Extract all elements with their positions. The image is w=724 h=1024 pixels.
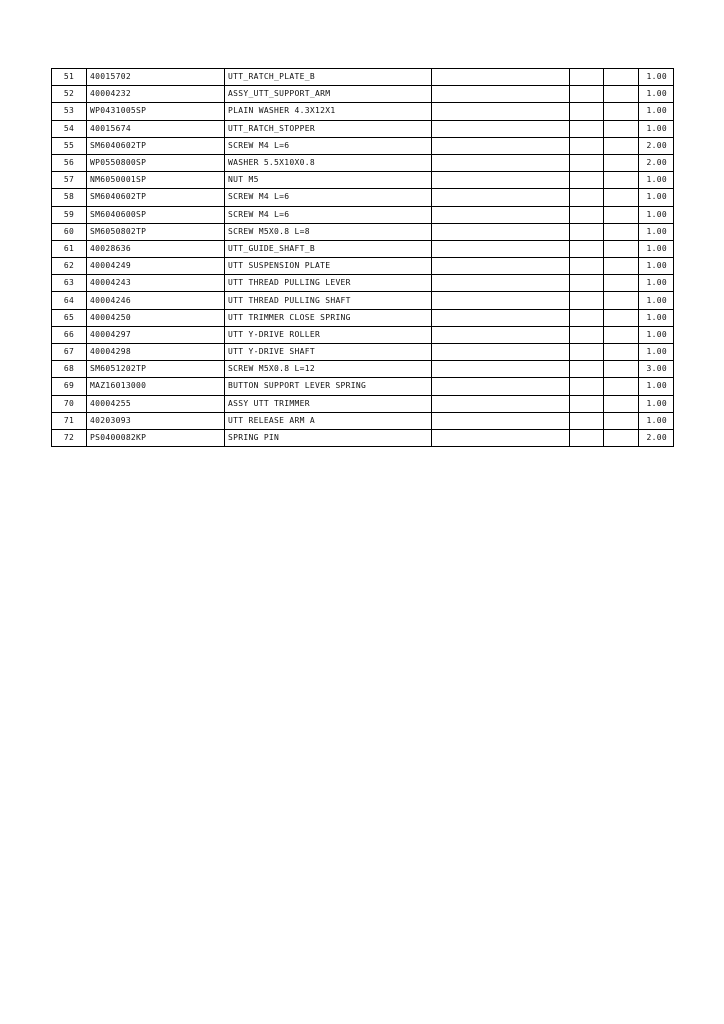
part-number-cell: 40004249: [87, 258, 225, 275]
empty-cell: [570, 429, 604, 446]
item-number-cell: 54: [52, 120, 87, 137]
description-cell: SCREW M4 L=6: [225, 206, 432, 223]
description-cell: BUTTON SUPPORT LEVER SPRING: [225, 378, 432, 395]
item-number-cell: 65: [52, 309, 87, 326]
item-number-cell: 60: [52, 223, 87, 240]
table-row: [52, 292, 674, 309]
item-number-cell: 67: [52, 344, 87, 361]
empty-cell: [570, 378, 604, 395]
empty-cell: [432, 189, 570, 206]
empty-cell: [570, 395, 604, 412]
empty-cell: [432, 395, 570, 412]
empty-cell: [432, 69, 570, 86]
item-number-cell: 55: [52, 137, 87, 154]
empty-cell: [570, 412, 604, 429]
description-cell: UTT SUSPENSION PLATE: [225, 258, 432, 275]
item-number-cell: 63: [52, 275, 87, 292]
description-cell: UTT THREAD PULLING SHAFT: [225, 292, 432, 309]
empty-cell: [604, 120, 639, 137]
empty-cell: [432, 240, 570, 257]
empty-cell: [604, 275, 639, 292]
table-row: [52, 395, 674, 412]
description-cell: SCREW M4 L=6: [225, 189, 432, 206]
quantity-cell: 1.00: [639, 258, 674, 275]
description-cell: SCREW M5X0.8 L=8: [225, 223, 432, 240]
empty-cell: [570, 258, 604, 275]
empty-cell: [604, 154, 639, 171]
item-number-cell: 61: [52, 240, 87, 257]
table-row: [52, 344, 674, 361]
quantity-cell: 1.00: [639, 309, 674, 326]
empty-cell: [604, 344, 639, 361]
description-cell: ASSY_UTT_SUPPORT_ARM: [225, 86, 432, 103]
empty-cell: [604, 103, 639, 120]
quantity-cell: 2.00: [639, 429, 674, 446]
empty-cell: [604, 86, 639, 103]
empty-cell: [432, 120, 570, 137]
empty-cell: [432, 429, 570, 446]
part-number-cell: 40004297: [87, 326, 225, 343]
description-cell: SCREW M4 L=6: [225, 137, 432, 154]
table-row: [52, 172, 674, 189]
empty-cell: [604, 240, 639, 257]
empty-cell: [432, 361, 570, 378]
table-row: [52, 69, 674, 86]
item-number-cell: 66: [52, 326, 87, 343]
table-row: [52, 361, 674, 378]
empty-cell: [570, 206, 604, 223]
parts-table-body: [52, 69, 674, 447]
quantity-cell: 1.00: [639, 378, 674, 395]
empty-cell: [432, 103, 570, 120]
part-number-cell: WP0550800SP: [87, 154, 225, 171]
empty-cell: [432, 378, 570, 395]
part-number-cell: 40028636: [87, 240, 225, 257]
table-row: [52, 86, 674, 103]
item-number-cell: 69: [52, 378, 87, 395]
part-number-cell: SM6040602TP: [87, 137, 225, 154]
empty-cell: [604, 378, 639, 395]
empty-cell: [570, 223, 604, 240]
parts-list-table: [51, 68, 674, 447]
empty-cell: [604, 361, 639, 378]
table-row: [52, 309, 674, 326]
empty-cell: [570, 154, 604, 171]
empty-cell: [570, 309, 604, 326]
empty-cell: [570, 103, 604, 120]
description-cell: UTT Y-DRIVE ROLLER: [225, 326, 432, 343]
empty-cell: [570, 86, 604, 103]
quantity-cell: 3.00: [639, 361, 674, 378]
empty-cell: [570, 240, 604, 257]
empty-cell: [570, 344, 604, 361]
empty-cell: [604, 412, 639, 429]
empty-cell: [432, 172, 570, 189]
quantity-cell: 1.00: [639, 120, 674, 137]
empty-cell: [432, 412, 570, 429]
description-cell: SPRING PIN: [225, 429, 432, 446]
empty-cell: [432, 344, 570, 361]
empty-cell: [570, 292, 604, 309]
part-number-cell: SM6050802TP: [87, 223, 225, 240]
part-number-cell: 40015702: [87, 69, 225, 86]
description-cell: SCREW M5X0.8 L=12: [225, 361, 432, 378]
quantity-cell: 1.00: [639, 326, 674, 343]
part-number-cell: 40004232: [87, 86, 225, 103]
empty-cell: [604, 326, 639, 343]
quantity-cell: 1.00: [639, 344, 674, 361]
empty-cell: [604, 137, 639, 154]
item-number-cell: 53: [52, 103, 87, 120]
description-cell: PLAIN WASHER 4.3X12X1: [225, 103, 432, 120]
part-number-cell: SM6040602TP: [87, 189, 225, 206]
empty-cell: [604, 292, 639, 309]
description-cell: WASHER 5.5X10X0.8: [225, 154, 432, 171]
item-number-cell: 70: [52, 395, 87, 412]
item-number-cell: 71: [52, 412, 87, 429]
quantity-cell: 1.00: [639, 395, 674, 412]
item-number-cell: 52: [52, 86, 87, 103]
empty-cell: [570, 69, 604, 86]
part-number-cell: SM6040600SP: [87, 206, 225, 223]
part-number-cell: NM6050001SP: [87, 172, 225, 189]
part-number-cell: 40015674: [87, 120, 225, 137]
empty-cell: [604, 189, 639, 206]
item-number-cell: 51: [52, 69, 87, 86]
empty-cell: [570, 189, 604, 206]
part-number-cell: 40004298: [87, 344, 225, 361]
quantity-cell: 1.00: [639, 172, 674, 189]
part-number-cell: 40004243: [87, 275, 225, 292]
quantity-cell: 1.00: [639, 206, 674, 223]
empty-cell: [432, 309, 570, 326]
empty-cell: [604, 206, 639, 223]
description-cell: UTT Y-DRIVE SHAFT: [225, 344, 432, 361]
empty-cell: [570, 120, 604, 137]
empty-cell: [570, 137, 604, 154]
empty-cell: [604, 429, 639, 446]
part-number-cell: 40004250: [87, 309, 225, 326]
empty-cell: [604, 258, 639, 275]
table-row: [52, 189, 674, 206]
empty-cell: [570, 361, 604, 378]
table-row: [52, 240, 674, 257]
part-number-cell: PS0400082KP: [87, 429, 225, 446]
item-number-cell: 64: [52, 292, 87, 309]
item-number-cell: 59: [52, 206, 87, 223]
description-cell: UTT_RATCH_STOPPER: [225, 120, 432, 137]
table-row: [52, 154, 674, 171]
table-row: [52, 378, 674, 395]
quantity-cell: 1.00: [639, 69, 674, 86]
item-number-cell: 58: [52, 189, 87, 206]
table-row: [52, 137, 674, 154]
empty-cell: [432, 137, 570, 154]
table-row: [52, 223, 674, 240]
table-row: [52, 103, 674, 120]
table-row: [52, 429, 674, 446]
item-number-cell: 72: [52, 429, 87, 446]
table-row: [52, 275, 674, 292]
quantity-cell: 1.00: [639, 189, 674, 206]
table-row: [52, 258, 674, 275]
empty-cell: [432, 223, 570, 240]
quantity-cell: 1.00: [639, 292, 674, 309]
quantity-cell: 1.00: [639, 240, 674, 257]
description-cell: UTT RELEASE ARM A: [225, 412, 432, 429]
quantity-cell: 1.00: [639, 86, 674, 103]
item-number-cell: 68: [52, 361, 87, 378]
empty-cell: [604, 172, 639, 189]
part-number-cell: SM6051202TP: [87, 361, 225, 378]
item-number-cell: 57: [52, 172, 87, 189]
quantity-cell: 2.00: [639, 154, 674, 171]
part-number-cell: 40203093: [87, 412, 225, 429]
empty-cell: [570, 275, 604, 292]
description-cell: UTT TRIMMER CLOSE SPRING: [225, 309, 432, 326]
table-row: [52, 120, 674, 137]
description-cell: NUT M5: [225, 172, 432, 189]
empty-cell: [570, 326, 604, 343]
item-number-cell: 56: [52, 154, 87, 171]
description-cell: UTT_RATCH_PLATE_B: [225, 69, 432, 86]
empty-cell: [432, 275, 570, 292]
table-row: [52, 412, 674, 429]
empty-cell: [432, 206, 570, 223]
table-row: [52, 326, 674, 343]
part-number-cell: MAZ16013000: [87, 378, 225, 395]
empty-cell: [570, 172, 604, 189]
empty-cell: [432, 292, 570, 309]
empty-cell: [604, 395, 639, 412]
part-number-cell: WP0431005SP: [87, 103, 225, 120]
quantity-cell: 1.00: [639, 103, 674, 120]
empty-cell: [432, 86, 570, 103]
description-cell: ASSY UTT TRIMMER: [225, 395, 432, 412]
empty-cell: [604, 69, 639, 86]
description-cell: UTT THREAD PULLING LEVER: [225, 275, 432, 292]
item-number-cell: 62: [52, 258, 87, 275]
part-number-cell: 40004246: [87, 292, 225, 309]
table-row: [52, 206, 674, 223]
empty-cell: [604, 223, 639, 240]
part-number-cell: 40004255: [87, 395, 225, 412]
description-cell: UTT_GUIDE_SHAFT_B: [225, 240, 432, 257]
quantity-cell: 1.00: [639, 275, 674, 292]
quantity-cell: 2.00: [639, 137, 674, 154]
empty-cell: [432, 258, 570, 275]
quantity-cell: 1.00: [639, 223, 674, 240]
empty-cell: [432, 154, 570, 171]
empty-cell: [604, 309, 639, 326]
empty-cell: [432, 326, 570, 343]
quantity-cell: 1.00: [639, 412, 674, 429]
